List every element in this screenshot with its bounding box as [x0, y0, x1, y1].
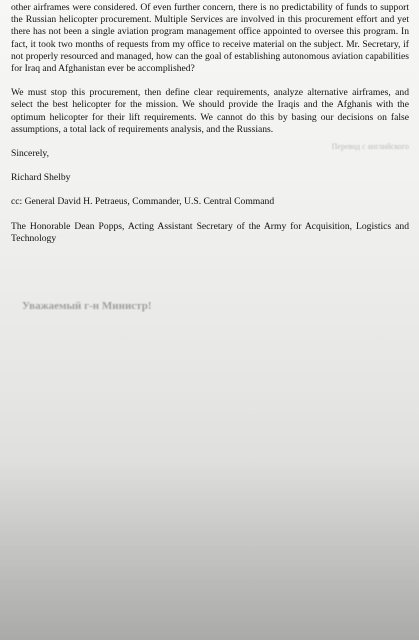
paragraph-recommendation: We must stop this procurement, then define clear requirements, analyze alternative airframes, and select the best helicopter for the mission. We should provide the Iraqis and the Afghanis with the optimum helicopter for their lift requirements. We cannot do this by basing our decisions on false assumptions, a total lack of requirements analysis, and the Russians.	[11, 87, 409, 135]
signatory-name: Richard Shelby	[11, 172, 71, 184]
closing: Sincerely,	[11, 148, 50, 160]
paragraph-procurement-concerns: other airframes were considered. Of even further concern, there is no predictability of funds to support the Russian helicopter procurement. Multiple Services are involved in this procurement effort and yet there has not been a single aviation program management office appointed to oversee this program. In fact, it took two months of requests from my office to receive material on the subject. Mr. Secretary, if not properly resourced and managed, how can the goal of establishing autonomous aviation capabilities for Iraq and Afghanistan ever be accomplished?	[11, 2, 409, 75]
scan-shadow	[0, 460, 419, 640]
bleed-through-margin-note: Перевод с английского	[331, 142, 409, 151]
recipient-line: The Honorable Dean Popps, Acting Assistant Secretary of the Army for Acquisition, Logistics and Technology	[11, 220, 409, 244]
bleed-through-heading: Уважаемый г-н Министр!	[22, 300, 152, 312]
letter-body	[11, 2, 409, 245]
cc-line: cc: General David H. Petraeus, Commander, U.S. Central Command	[11, 196, 275, 208]
